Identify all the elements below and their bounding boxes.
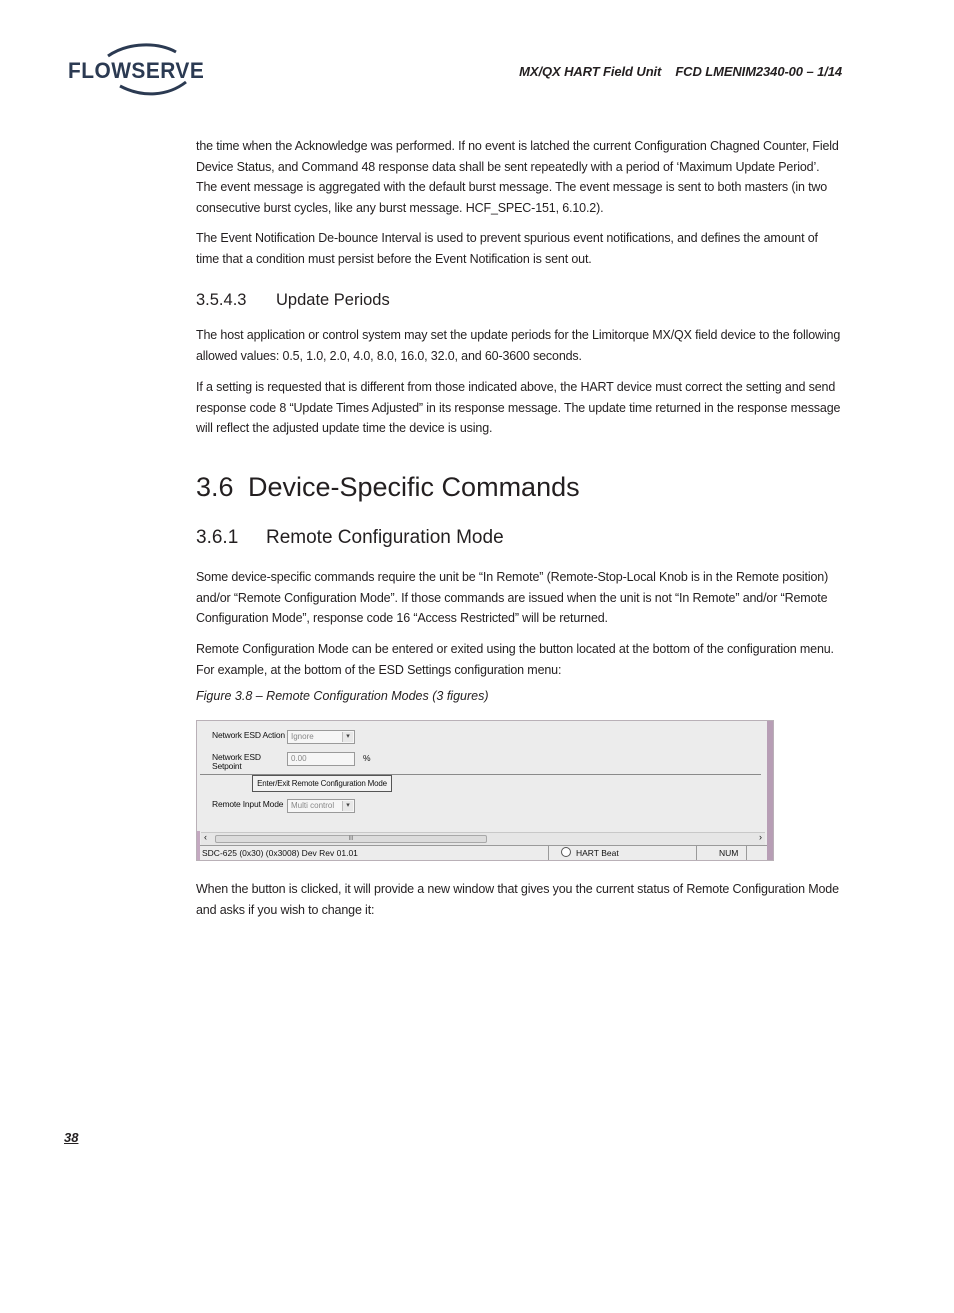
paragraph-enter-exit [196, 639, 842, 680]
paragraph-text: the time when the Acknowledge was performed. If no event is latched the current Configuration Chagned Counter, Field Device Status, and Command 48 response data shall be sent repeatedly with a period of ‘Maximum Update Period’. The event message is aggregated with the default burst message. The event message is sent to both masters (in two consecutive burst cycles, like any burst message. HCF_SPEC-151, 6.10.2). [196, 139, 839, 215]
scrollbar-thumb[interactable]: III [215, 835, 487, 843]
network-esd-setpoint-input[interactable]: 0.00 [287, 752, 355, 766]
scroll-right-arrow-icon[interactable]: › [759, 832, 762, 842]
horizontal-scrollbar[interactable] [201, 832, 765, 845]
network-esd-action-value: Ignore [291, 732, 314, 741]
paragraph-text: If a setting is requested that is different from those indicated above, the HART device must correct the setting and send response code 8 “Update Times Adjusted” in its response message. The update time returned in the response message will reflect the adjusted update time the device is using. [196, 380, 841, 435]
status-num: NUM [719, 848, 739, 858]
paragraph-button-clicked [196, 879, 842, 920]
hart-beat-label: HART Beat [576, 848, 619, 858]
esd-settings-panel [197, 721, 767, 831]
paragraph-remote-requirements [196, 567, 842, 629]
network-esd-setpoint-label [212, 753, 261, 771]
window-right-border [767, 721, 773, 860]
document-title: MX/QX HART Field Unit FCD LMENIM2340-00 – 1/14 [519, 64, 842, 79]
heading-number: 3.6.1 [196, 527, 239, 548]
network-esd-action-select[interactable] [287, 730, 355, 744]
logo-text: FLOWSERVE [68, 58, 205, 83]
heading-device-specific-commands [196, 472, 580, 503]
chevron-down-icon[interactable]: ▾ [342, 801, 353, 811]
status-bar [200, 845, 767, 861]
network-esd-action-label: Network ESD Action [212, 730, 285, 740]
remote-input-mode-value: Multi control [291, 801, 335, 810]
chevron-down-icon[interactable]: ▾ [342, 732, 353, 742]
flowserve-logo [68, 42, 208, 96]
heading-remote-configuration-mode [196, 527, 504, 549]
heading-text: Device-Specific Commands [248, 472, 580, 502]
status-resize-cell [746, 846, 767, 860]
status-num-cell [696, 846, 747, 860]
heading-update-periods [196, 291, 390, 310]
hart-beat-indicator-icon [561, 847, 571, 857]
paragraph-update-correction [196, 377, 842, 439]
status-hart-beat [561, 846, 619, 860]
label-line: Network ESD [212, 752, 261, 762]
paragraph-text: The Event Notification De-bounce Interval is used to prevent spurious event notifications, and defines the amount of time that a condition must persist before the Event Notification is sent out. [196, 231, 818, 266]
label-line: Setpoint [212, 761, 242, 771]
paragraph-burst-event [196, 136, 842, 218]
remote-input-mode-label: Remote Input Mode [212, 799, 284, 809]
paragraph-text: When the button is clicked, it will provide a new window that gives you the current status of Remote Configuration Mode and asks if you wish to change it: [196, 882, 839, 917]
heading-number: 3.6 [196, 472, 234, 502]
heading-number: 3.5.4.3 [196, 291, 247, 309]
remote-input-mode-select[interactable] [287, 799, 355, 813]
status-device-info: SDC-625 (0x30) (0x3008) Dev Rev 01.01 [202, 848, 358, 858]
paragraph-text: The host application or control system may set the update periods for the Limitorque MX/QX field device to the following allowed values: 0.5, 1.0, 2.0, 4.0, 8.0, 16.0, 32.0, and 60-3600 seconds. [196, 328, 841, 363]
paragraph-text: Remote Configuration Mode can be entered or exited using the button located at the bottom of the configuration menu. For example, at the bottom of the ESD Settings configuration menu: [196, 642, 834, 677]
heading-text: Update Periods [276, 291, 390, 309]
scroll-left-arrow-icon[interactable]: ‹ [204, 832, 207, 842]
paragraph-text: Some device-specific commands require the unit be “In Remote” (Remote-Stop-Local Knob is in the Remote position) and/or “Remote Configuration Mode”. If those commands are issued when the unit is not “In Remote” and/or “Remote Configuration Mode”, response code 16 “Access Restricted” will be returned. [196, 570, 829, 625]
percent-unit-label: % [363, 753, 371, 763]
paragraph-update-values [196, 325, 842, 366]
page-number: 38 [64, 1130, 79, 1145]
heading-text: Remote Configuration Mode [266, 527, 504, 548]
figure-caption: Figure 3.8 – Remote Configuration Modes (3 figures) [196, 689, 489, 703]
paragraph-debounce [196, 228, 842, 269]
figure-esd-settings-screenshot [196, 720, 774, 861]
status-hart-beat-cell [548, 846, 697, 860]
enter-exit-remote-config-button[interactable]: Enter/Exit Remote Configuration Mode [252, 775, 392, 792]
